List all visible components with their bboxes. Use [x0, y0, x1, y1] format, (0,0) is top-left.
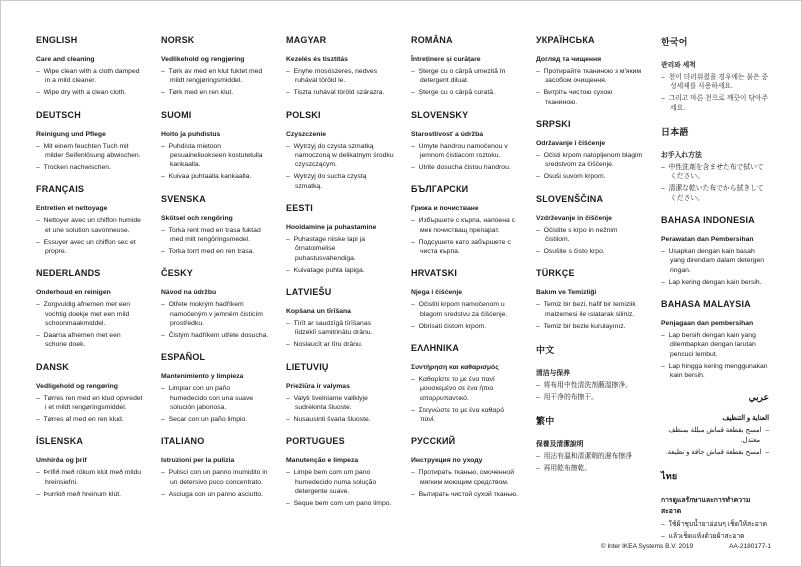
instruction-list: [661, 163, 769, 203]
instruction-list: [661, 520, 769, 541]
instruction-list: [36, 216, 144, 256]
instruction-item: – Valyti švelniame valiklyje sudrėkinta šluoste.: [286, 394, 394, 413]
instruction-item: – Șterge cu o cârpă umezită în detergent diluat.: [411, 67, 519, 86]
instruction-list: [661, 426, 769, 457]
instruction-item: – Puhdista mietoon pesuaineliuokseen kostutetulla kankaalla.: [161, 142, 269, 170]
instruction-item: – Puhastage niiske lapi ja õrnatoimelise puhastusvahendiga.: [286, 235, 394, 263]
instruction-list: [161, 226, 269, 257]
instruction-item: – 그리고 마른 천으로 깨끗이 닦아주세요.: [661, 94, 769, 113]
section-title: การดูแลรักษาและการทำความสะอาด: [661, 497, 751, 515]
instruction-item: – Mit einem feuchten Tuch mit milder Seifenlösung abwischen.: [36, 142, 144, 161]
instruction-list: [661, 73, 769, 113]
language-section: [161, 110, 269, 182]
instruction-item: – Obrisati čistom krpom.: [411, 322, 519, 331]
instruction-list: [161, 468, 269, 499]
language-name: ไทย: [661, 471, 678, 481]
language-section: [286, 287, 394, 350]
section-title: Kopšana un tīrīšana: [286, 308, 351, 315]
language-name: УКРАЇНСЬКА: [536, 35, 595, 45]
instruction-item: – امسح بقطعة قماش مبللة بمنظف معتدل.: [661, 426, 769, 445]
language-section: [286, 436, 394, 508]
language-name: POLSKI: [286, 109, 321, 120]
copyright-text: © Inter IKEA Systems B.V. 2019: [600, 543, 694, 550]
instruction-item: – Secar con un paño limpio.: [161, 415, 269, 424]
section-title: Priežiūra ir valymas: [286, 382, 350, 390]
language-section: [661, 469, 769, 541]
language-name: ČESKY: [161, 268, 194, 279]
language-name: HRVATSKI: [411, 268, 458, 279]
language-name: ΕΛΛΗΝΙΚΑ: [411, 342, 460, 353]
instruction-list: [161, 67, 269, 98]
section-title: Penjagaan dan pembersihan: [661, 320, 754, 327]
instruction-list: [286, 394, 394, 425]
section-title: Hooldamine ja puhastamine: [286, 224, 377, 231]
care-instructions-sheet: [1, 1, 801, 566]
instruction-item: – Otřete mokrým hadříkem namočeným v jemném čisticím prostředku.: [161, 300, 269, 328]
instruction-item: – Καθαρίστε το με ένα πανί μουσκεμένο σε ένα ήπιο απορρυπαντικό.: [411, 375, 519, 403]
instruction-item: – 中性洗剤を含ませた布で拭いてください。: [661, 163, 769, 182]
instruction-item: – Þrífið með rökum klút með mildu hreinsiefni.: [36, 468, 144, 487]
instruction-item: – Протирать тканью, смоченной мягким моющим средством.: [411, 468, 519, 487]
instruction-item: – امسح بقطعة قماش جافة و نظيفة.: [661, 448, 769, 457]
language-name: SRPSKI: [536, 119, 571, 129]
section-title: Care and cleaning: [36, 56, 95, 63]
language-section: [411, 343, 519, 424]
language-name: LATVIEŠU: [286, 287, 332, 297]
instruction-item: – แล้วเช็ดแห้งด้วยผ้าสะอาด: [661, 532, 769, 541]
instruction-list: [411, 300, 519, 331]
section-title: Návod na údržbu: [161, 289, 217, 297]
section-title: Perawatan dan Pembersihan: [661, 236, 754, 243]
instruction-list: [286, 142, 394, 191]
section-title: Istruzioni per la pulizia: [161, 457, 235, 465]
instruction-list: [536, 381, 644, 402]
section-title: Bakım ve Temizliği: [536, 289, 597, 297]
footer: [601, 543, 771, 550]
language-section: [286, 203, 394, 275]
instruction-item: – Wytrzyj do sucha czystą szmatką.: [286, 172, 394, 191]
instruction-item: – 将布用中性清洗剂蘸湿擦净。: [536, 381, 644, 390]
instruction-list: [36, 67, 144, 98]
instruction-item: – Noslaucīt ar tīru drānu.: [286, 340, 394, 349]
instruction-item: – Zorgvuldig afnemen met een vochtig doekje met een mild schoonmaakmiddel.: [36, 300, 144, 328]
instruction-list: [661, 247, 769, 287]
language-section: [536, 343, 644, 402]
language-name: PORTUGUES: [286, 436, 345, 447]
language-name: ROMÂNA: [411, 35, 453, 45]
language-section: [36, 35, 144, 98]
instruction-item: – Temiz bir bezle kurulayınız.: [536, 322, 644, 331]
instruction-list: [36, 394, 144, 425]
section-title: Umhirða og þrif: [36, 457, 87, 465]
language-section: [161, 352, 269, 424]
instruction-item: – Trocken nachwischen.: [36, 163, 144, 172]
instruction-item: – 清潔な乾いた布でから拭きしてください。: [661, 184, 769, 203]
language-section: [411, 35, 519, 98]
instruction-list: [161, 300, 269, 340]
language-column: [286, 35, 394, 553]
language-name: 한국어: [661, 37, 688, 47]
instruction-list: [161, 384, 269, 424]
instruction-list: [411, 67, 519, 98]
language-section: [36, 436, 144, 499]
instruction-item: – Čistým hadříkem utřete dosucha.: [161, 331, 269, 340]
instruction-item: – 천이 더러워졌을 경우에는 묽은 중성세제를 사용하세요.: [661, 73, 769, 92]
instruction-item: – Torka torrt med en ren trasa.: [161, 247, 269, 256]
instruction-list: [286, 319, 394, 350]
language-name: TÜRKÇE: [536, 268, 575, 279]
instruction-list: [536, 226, 644, 257]
instruction-list: [36, 300, 144, 349]
language-name: SLOVENŠČINA: [536, 193, 604, 204]
instruction-item: – 再用乾布擦乾。: [536, 464, 644, 473]
instruction-item: – ใช้ผ้าชุบน้ำยาอ่อนๆ เช็ดให้สะอาด: [661, 520, 769, 529]
instruction-item: – Nettoyer avec un chiffon humide et une solution savonneuse.: [36, 216, 144, 235]
instruction-list: [286, 67, 394, 98]
language-name: 日本語: [661, 127, 689, 137]
instruction-item: – Nusausinti švaria šluoste.: [286, 415, 394, 424]
instruction-item: – Očistite s krpo in nežnim čistilom.: [536, 226, 644, 245]
instruction-item: – Essuyer avec un chiffon sec et propre.: [36, 238, 144, 257]
language-section: [286, 110, 394, 191]
language-name: FRANÇAIS: [36, 184, 85, 195]
language-section: [411, 110, 519, 173]
section-title: Συντήρηση και καθαρισμός: [411, 363, 499, 371]
section-title: Kezelés és tisztítás: [286, 56, 348, 63]
language-name: DANSK: [36, 361, 70, 372]
instruction-item: – Umyte handrou namočenou v jemnom čistiacom roztoku.: [411, 142, 519, 161]
section-title: Njega i čišćenje: [411, 289, 463, 297]
instruction-item: – Kuivaa puhtaalla kankaalla.: [161, 172, 269, 181]
section-title: Reinigung und Pflege: [36, 130, 106, 138]
instruction-item: – Limpe bem com um pano humedecido numa solução detergente suave.: [286, 468, 394, 496]
instruction-item: – Temiz bir bezi, hafif bir temizlik malzemesi ile ıslatarak siliniz.: [536, 300, 644, 319]
language-section: [161, 268, 269, 340]
section-title: Održavanje i čišćenje: [536, 140, 606, 147]
section-title: Vedligehold og rengøring: [36, 382, 118, 390]
instruction-list: [411, 142, 519, 173]
instruction-item: – Tørres af med en ren klud.: [36, 415, 144, 424]
instruction-item: – Tørk med en ren klut.: [161, 88, 269, 97]
language-name: РУССКИЙ: [411, 436, 456, 447]
language-column: [661, 35, 769, 553]
language-column: [161, 35, 269, 553]
section-title: Entretien et nettoyage: [36, 205, 108, 213]
instruction-list: [536, 67, 644, 107]
instruction-item: – Tørres ren med en klud opvredet i et mildt rengøringsmiddel.: [36, 394, 144, 413]
instruction-item: – 用干净的布擦干。: [536, 393, 644, 402]
language-section: [161, 35, 269, 98]
section-title: Manutenção e limpeza: [286, 457, 359, 465]
language-name: 中文: [536, 344, 555, 355]
language-name: 繁中: [536, 416, 555, 427]
language-section: [536, 35, 644, 107]
instruction-item: – Usapkan dengan kain basah yang direndam dalam detergen ringan.: [661, 247, 769, 275]
language-section: [161, 436, 269, 499]
instruction-list: [36, 142, 144, 173]
language-name: ÍSLENSKA: [36, 436, 84, 447]
section-title: Догляд та чищення: [536, 56, 602, 63]
language-column: [536, 35, 644, 553]
language-name: SUOMI: [161, 109, 192, 120]
instruction-list: [286, 235, 394, 275]
instruction-item: – Limpiar con un paño humedecido con una suave solución jabonosa.: [161, 384, 269, 412]
instruction-item: – Očistiti krpom namočenom u blagom sredstvu za čišćenje.: [411, 300, 519, 319]
instruction-item: – Očisti krpom natopljenom blagim sredstvom za čišćenje.: [536, 151, 644, 170]
instruction-item: – Tīrīt ar saudzīgā tīrīšanas līdzeklī samitrinātu drānu.: [286, 319, 394, 338]
instruction-item: – Tørk av med en klut fuktet med mildt rengjøringsmiddel.: [161, 67, 269, 86]
language-section: [36, 184, 144, 256]
language-name: SVENSKA: [161, 193, 206, 204]
instruction-item: – Șterge cu o cârpă curată.: [411, 88, 519, 97]
instruction-list: [536, 452, 644, 473]
language-section: [536, 414, 644, 473]
instruction-item: – Osušite s čisto krpo.: [536, 247, 644, 256]
section-title: Czyszczenie: [286, 130, 327, 138]
language-section: [36, 362, 144, 425]
language-section: [286, 362, 394, 425]
section-title: Vzdrževanje in čiščenje: [536, 214, 612, 222]
instruction-item: – Στεγνώστε το με ένα καθαρό πανί.: [411, 406, 519, 425]
instruction-item: – Lap bersih dengan kain yang dilembapkan dengan larutan pencuci lembut.: [661, 331, 769, 359]
language-name: LIETUVIŲ: [286, 361, 329, 372]
language-section: [536, 268, 644, 331]
language-section: [36, 110, 144, 173]
section-title: Грижа и почистване: [411, 205, 479, 213]
document-code: AA-2180177-1: [729, 543, 771, 550]
language-section: [411, 184, 519, 256]
section-title: Hoito ja puhdistus: [161, 130, 221, 138]
instruction-list: [411, 468, 519, 499]
instruction-list: [661, 331, 769, 380]
instruction-item: – Wipe dry with a clean cloth.: [36, 88, 144, 97]
instruction-list: [161, 142, 269, 182]
section-title: Starostlivosť a údržba: [411, 130, 483, 138]
instruction-item: – Þurrkið með hreinum klút.: [36, 490, 144, 499]
language-name: EESTI: [286, 203, 314, 213]
section-title: お手入れ方法: [661, 152, 702, 159]
instruction-item: – Wytrzyj do czysta szmatką namoczoną w delikatnym środku czyszczącym.: [286, 142, 394, 170]
language-section: [661, 299, 769, 380]
language-column: [411, 35, 519, 553]
section-title: Onderhoud en reinigen: [36, 289, 111, 297]
instruction-item: – Избършете с кърпа, напоена с мек почистващ препарат.: [411, 216, 519, 235]
language-name: NEDERLANDS: [36, 268, 101, 279]
language-section: [661, 35, 769, 113]
instruction-item: – Витріть чистою сухою тканиною.: [536, 88, 644, 107]
instruction-item: – Kuivatage puhta lapiga.: [286, 266, 394, 275]
language-section: [161, 194, 269, 257]
instruction-item: – Протирайте тканиною з м'яким засобом очищення.: [536, 67, 644, 86]
language-name: ENGLISH: [36, 35, 78, 45]
language-section: [661, 125, 769, 203]
language-name: ESPAÑOL: [161, 352, 206, 363]
language-name: BAHASA MALAYSIA: [661, 299, 751, 309]
instruction-list: [536, 151, 644, 182]
section-title: Întreținere și curățare: [411, 56, 481, 63]
section-title: Skötsel och rengöring: [161, 214, 233, 222]
section-title: 保養及清潔說明: [536, 441, 584, 449]
language-name: MAGYAR: [286, 35, 327, 45]
section-title: 관리와 세척: [661, 62, 696, 69]
instruction-item: – Seque bem com um pano limpo.: [286, 499, 394, 508]
instruction-item: – Lap kering dengan kain bersih.: [661, 278, 769, 287]
language-name: DEUTSCH: [36, 109, 81, 120]
language-column: [36, 35, 144, 553]
instruction-list: [286, 468, 394, 508]
instruction-item: – Pulisci con un panno inumidito in un detersivo poco concentrato.: [161, 468, 269, 487]
instruction-item: – Вытирать чистой сухой тканью.: [411, 490, 519, 499]
language-name: БЪЛГАРСКИ: [411, 184, 469, 195]
language-name: BAHASA INDONESIA: [661, 215, 755, 225]
section-title: Vedlikehold og rengjøring: [161, 56, 245, 63]
instruction-item: – Osuši suvom krpom.: [536, 172, 644, 181]
language-section: [411, 436, 519, 499]
section-title: 清洁与保养: [536, 369, 570, 377]
instruction-item: – Asciuga con un panno asciutto.: [161, 490, 269, 499]
instruction-item: – Wipe clean with a cloth damped in a mild cleaner.: [36, 67, 144, 86]
instruction-item: – Torka rent med en trasa fuktad med milt rengöringsmedel.: [161, 226, 269, 245]
instruction-item: – Enyhe mosószeres, nedves ruhával töröld le.: [286, 67, 394, 86]
language-name: عربي: [748, 392, 769, 403]
language-name: SLOVENSKY: [411, 109, 469, 120]
instruction-item: – Utrite dosucha čistou handrou.: [411, 163, 519, 172]
instruction-item: – Tiszta ruhával töröld szárazra.: [286, 88, 394, 97]
instruction-item: – Lap hingga kering menggunakan kain bersih.: [661, 362, 769, 381]
language-section: [411, 268, 519, 331]
instruction-item: – Подсушете като забършете с чиста кърпа.: [411, 238, 519, 257]
instruction-list: [411, 216, 519, 256]
section-title: العناية و التنظيف: [722, 415, 769, 423]
language-section: [36, 268, 144, 349]
language-section: [536, 119, 644, 182]
instruction-list: [36, 468, 144, 499]
instruction-item: – Daarna afnemen met een schone doek.: [36, 331, 144, 350]
language-section: [661, 392, 769, 457]
language-section: [661, 215, 769, 287]
language-section: [536, 194, 644, 257]
instruction-list: [411, 375, 519, 424]
section-title: Инструкция по уходу: [411, 457, 483, 465]
language-columns: [36, 35, 773, 553]
instruction-item: – 用沾有溫和清潔劑的濕布擦淨: [536, 452, 644, 461]
language-name: NORSK: [161, 35, 195, 45]
section-title: Mantenimiento y limpieza: [161, 373, 244, 381]
language-section: [286, 35, 394, 98]
instruction-list: [536, 300, 644, 331]
language-name: ITALIANO: [161, 436, 205, 447]
